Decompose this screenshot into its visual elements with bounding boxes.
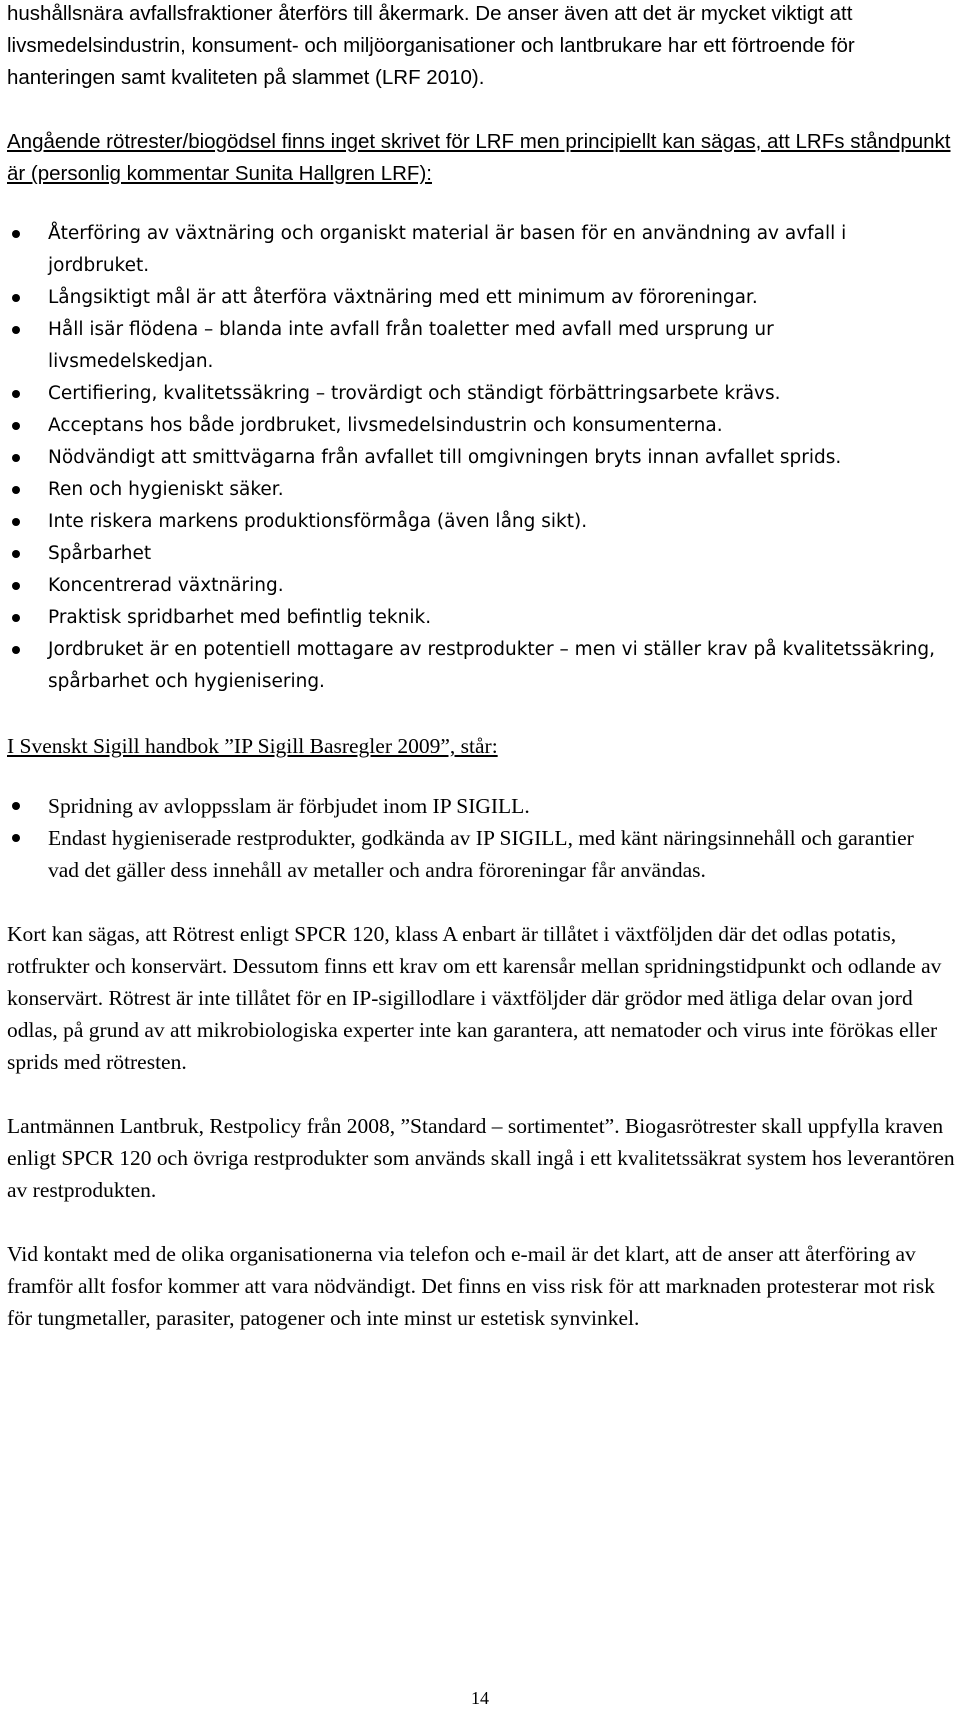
list-item: Ren och hygieniskt säker. [0,474,960,506]
paragraph-lantmannen: Lantmännen Lantbruk, Restpolicy från 2008, ”Standard – sortimentet”. Biogasrötrester skall uppfylla kraven enligt SPCR 120 och övriga restprodukter som används skall ingå i ett kvalitetssäkrat system hos leverantören av restprodukten. [7,1114,955,1202]
list-item: Nödvändigt att smittvägarna från avfallet till omgivningen bryts innan avfallet sprids. [0,442,960,474]
list-item: Jordbruket är en potentiell mottagare av restprodukter – men vi ställer krav på kvalitetssäkring, spårbarhet och hygienisering. [0,634,960,698]
list-item: Återföring av växtnäring och organiskt material är basen för en användning av avfall i jordbruket. [0,218,960,282]
paragraph-sigill-intro: I Svenskt Sigill handbok ”IP Sigill Basregler 2009”, står: [7,734,498,758]
list-item: Koncentrerad växtnäring. [0,570,960,602]
page-number: 14 [471,1688,489,1708]
sigill-rules-list [0,790,960,886]
paragraph-slam: hushållsnära avfallsfraktioner återförs till åkermark. De anser även att det är mycket viktigt att livsmedelsindustrin, konsument- och miljöorganisationer och lantbrukare har ett förtroende för hanteringen samt kvaliteten på slammet (LRF 2010). [7,2,855,89]
paragraph-lrf-intro: Angående rötrester/biogödsel finns inget skrivet för LRF men principiellt kan sägas, att LRFs ståndpunkt är (personlig kommentar Sunita Hallgren LRF): [7,130,951,185]
list-item: Inte riskera markens produktionsförmåga (även lång sikt). [0,506,960,538]
list-item: Spårbarhet [0,538,960,570]
list-item: Spridning av avloppsslam är förbjudet inom IP SIGILL. [0,790,960,822]
list-item: Långsiktigt mål är att återföra växtnäring med ett minimum av föroreningar. [0,282,960,314]
list-item: Certifiering, kvalitetssäkring – trovärdigt och ständigt förbättringsarbete krävs. [0,378,960,410]
lrf-position-list [0,218,960,698]
list-item: Håll isär flödena – blanda inte avfall från toaletter med avfall med ursprung ur livsmedelskedjan. [0,314,960,378]
list-item: Endast hygieniserade restprodukter, godkända av IP SIGILL, med känt näringsinnehåll och garantier vad det gäller dess innehåll av metaller och andra föroreningar får användas. [0,822,960,886]
list-item: Acceptans hos både jordbruket, livsmedelsindustrin och konsumenterna. [0,410,960,442]
list-item: Praktisk spridbarhet med befintlig teknik. [0,602,960,634]
paragraph-rotrest: Kort kan sägas, att Rötrest enligt SPCR 120, klass A enbart är tillåtet i växtföljden där det odlas potatis, rotfrukter och konservärt. Dessutom finns ett krav om ett karensår mellan spridningstidpunkt och odlande av konservärt. Rötrest är inte tillåtet för en IP-sigillodlare i växtföljder där grödor med ätliga delar ovan jord odlas, på grund av att mikrobiologiska experter inte kan garantera, att nematoder och virus inte förökas eller sprids med rötresten. [7,922,942,1074]
paragraph-kontakt: Vid kontakt med de olika organisationerna via telefon och e-mail är det klart, att de anser att återföring av framför allt fosfor kommer att vara nödvändigt. Det finns en viss risk för att marknaden protesterar mot risk för tungmetaller, parasiter, patogener och inte minst ur estetisk synvinkel. [7,1242,935,1330]
